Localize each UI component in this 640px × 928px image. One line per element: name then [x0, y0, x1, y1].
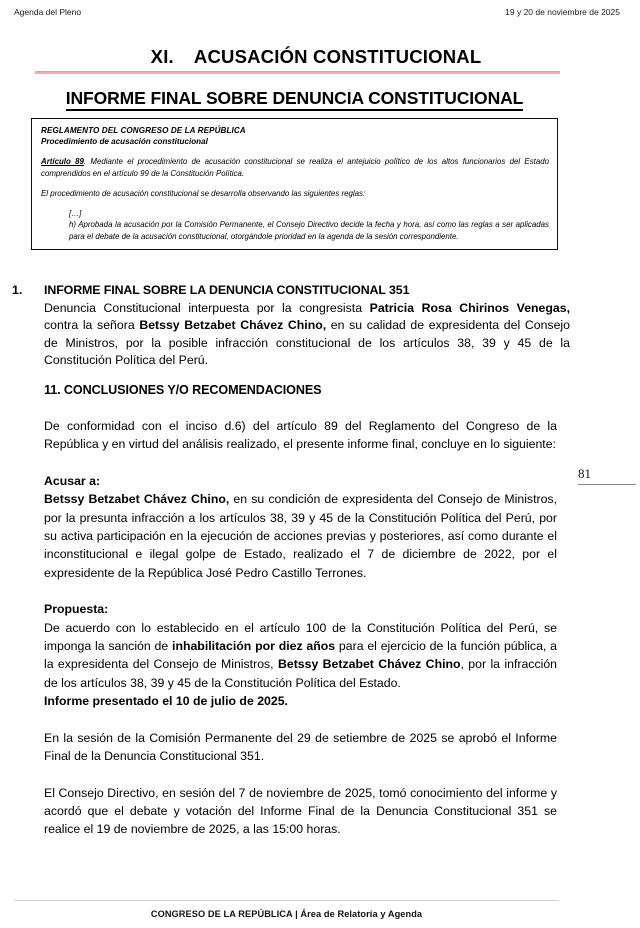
- section-numeral: XI.: [150, 46, 174, 67]
- regulation-ellipsis: […]: [69, 209, 82, 219]
- page-number-marker: [578, 466, 640, 485]
- regulation-title: REGLAMENTO DEL CONGRESO DE LA REPÚBLICA: [41, 126, 246, 135]
- section-title-divider: [35, 71, 560, 74]
- desc-part-1: Denuncia Constitucional interpuesta por la congresista: [44, 300, 370, 315]
- document-footer: [14, 900, 626, 920]
- section-title: [32, 46, 600, 68]
- accused-name: Betssy Betzabet Chávez Chino,: [139, 318, 327, 333]
- document-header: [14, 7, 626, 21]
- directive-council-paragraph: El Consejo Directivo, en sesión del 7 de noviembre de 2025, tomó conocimiento del informe y acordó que el debate y votación del Informe Final de la Denuncia Constitucional 351 se realice el 19 de noviembre de 2025, a las 15:00 horas.: [44, 785, 557, 837]
- agenda-item-row: [12, 282, 570, 370]
- regulation-rule-h: h) Aprobada la acusación por la Comisión Permanente, el Consejo Directivo decide la fecha y hora, así como las reglas a ser aplicadas para el debate de la acusación constitucional, otorgándole prioridad en la agenda de la sesión correspondiente.: [69, 220, 549, 241]
- page-number-divider: [578, 484, 636, 485]
- section-title-text: ACUSACIÓN CONSTITUCIONAL: [193, 46, 482, 67]
- accuse-label: Acusar a:: [44, 473, 101, 488]
- agenda-item-description: [44, 300, 570, 370]
- report-presentation-date: Informe presentado el 10 de julio de 2025.: [44, 694, 288, 709]
- accuse-person-name: Betssy Betzabet Chávez Chino,: [44, 492, 230, 507]
- denouncer-name: Patricia Rosa Chirinos Venegas,: [369, 300, 570, 315]
- regulation-article-label: Artículo 89: [41, 157, 84, 167]
- proposal-part-1: De acuerdo con lo establecido en el artículo 100 de la Constitución Política del Perú, se imponga la sanción de: [44, 620, 557, 654]
- proposal-sanction: inhabilitación por diez años: [172, 639, 336, 654]
- agenda-item-number: 1.: [12, 283, 23, 297]
- header-date-label: 19 y 20 de noviembre de 2025: [505, 7, 620, 17]
- agenda-item-title: INFORME FINAL SOBRE LA DENUNCIA CONSTITUCIONAL 351: [44, 283, 410, 297]
- footer-label: CONGRESO DE LA REPÚBLICA | Área de Relatoría y Agenda: [150, 909, 423, 919]
- permanent-commission-paragraph: En la sesión de la Comisión Permanente del 29 de setiembre de 2025 se aprobó el Informe Final de la Denuncia Constitucional 351.: [44, 730, 557, 764]
- regulation-rules-list: [69, 208, 549, 242]
- proposal-part-3: , por la infracción de los artículos 38, 39 y 45 de la Constitución Política del Estado.: [44, 657, 558, 690]
- conclusions-heading: 11. CONCLUSIONES Y/O RECOMENDACIONES: [44, 383, 322, 397]
- proposal-part-2: para el ejercicio de la función pública, a la expresidenta del Consejo de Ministros,: [44, 639, 557, 672]
- agenda-item-body: [44, 282, 570, 370]
- regulation-intro-paragraph: El procedimiento de acusación constitucional se desarrolla observando las siguientes reglas:: [41, 188, 366, 198]
- proposal-label: Propuesta:: [44, 602, 109, 617]
- proposal-paragraph: [44, 619, 557, 693]
- conclusions-section: [44, 381, 557, 839]
- regulation-quote-box: [31, 118, 558, 250]
- desc-part-3: en su calidad de expresidenta del Consejo de Ministros, por la posible infracción constitucional de los artículos 38, 39 y 45 de la Constitución Política del Perú.: [44, 318, 570, 368]
- regulation-subtitle: Procedimiento de acusación constitucional: [41, 137, 208, 147]
- desc-part-2: contra la señora: [44, 318, 140, 333]
- regulation-article-text: . Mediante el procedimiento de acusación constitucional se realiza el antejuicio político de los altos funcionarios del Estado comprendidos en el artículo 99 de la Constitución Política.: [41, 157, 549, 178]
- conclusions-intro: De conformidad con el inciso d.6) del artículo 89 del Reglamento del Congreso de la República y en virtud del análisis realizado, el presente informe final, concluye en lo siguiente:: [44, 419, 557, 452]
- page-title: [22, 88, 567, 109]
- footer-divider: [14, 900, 559, 901]
- accuse-paragraph: [44, 490, 557, 582]
- page-number: 81: [578, 466, 591, 481]
- accuse-paragraph-text: en su condición de expresidenta del Consejo de Ministros, por la presunta infracción a los artículos 38, 39 y 45 de la Constitución Política del Perú, por su activa participación en la ejecución de acciones previas y posteriores, así como durante el inconstitucional e ilegal golpe de Estado, realizado el 7 de diciembre de 2022, por el expresidente de la República José Pedro Castillo Terrones.: [44, 492, 557, 580]
- agenda-item-1: [12, 282, 570, 370]
- regulation-article-paragraph: [41, 156, 549, 178]
- proposal-person-name: Betssy Betzabet Chávez Chino: [277, 657, 461, 672]
- page-title-text: INFORME FINAL SOBRE DENUNCIA CONSTITUCIONAL: [66, 88, 524, 111]
- header-left-label: Agenda del Pleno: [14, 7, 82, 17]
